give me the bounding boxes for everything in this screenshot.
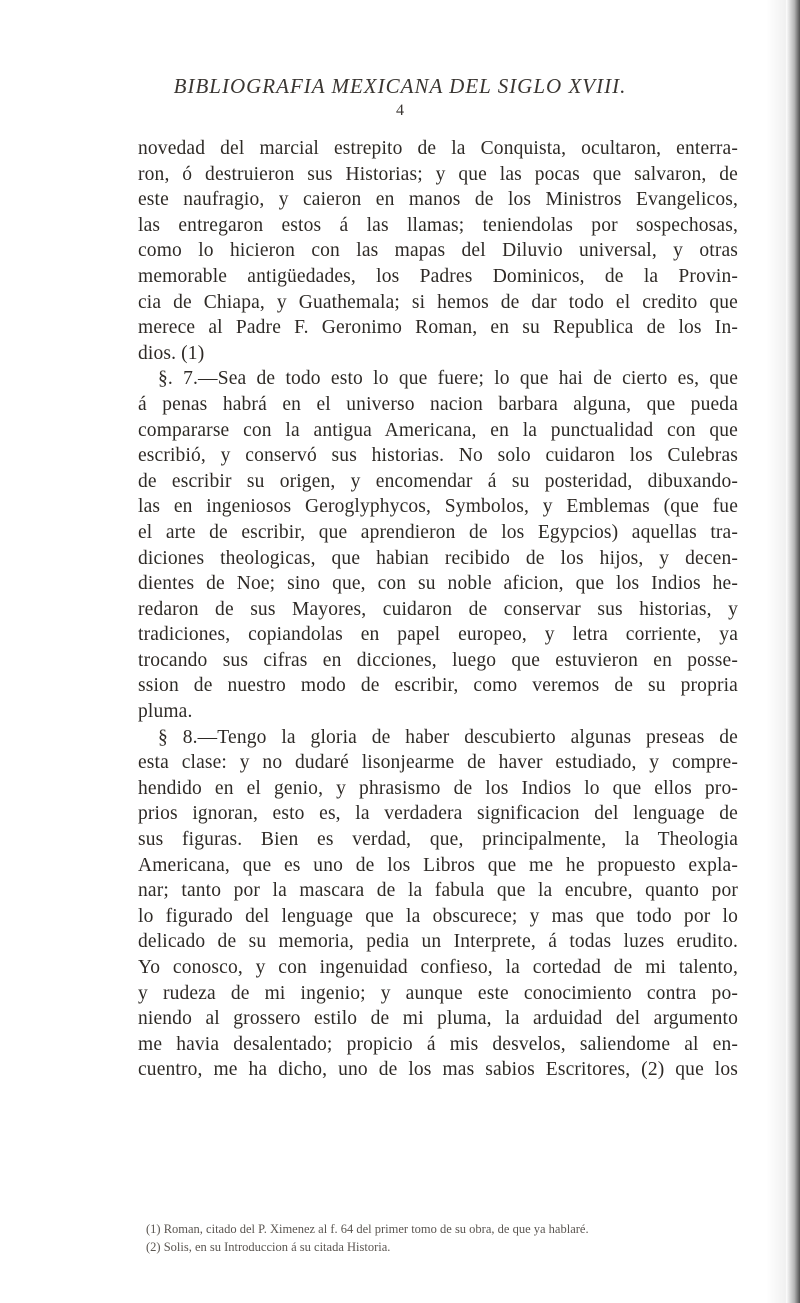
text-line: de escribir su origen, y encomendar á su posteridad, dibuxando- — [138, 470, 738, 492]
text-line: nar; tanto por la mascara de la fabula que la encubre, quanto por — [138, 880, 738, 902]
text-line: las entregaron estos á las llamas; teniendolas por sospechosas, — [138, 214, 738, 236]
text-line: compararse con la antigua Americana, en la punctualidad con que — [138, 419, 738, 441]
scan-shadow — [766, 0, 786, 1303]
footnote-1: (1) Roman, citado del P. Ximenez al f. 64 del primer tomo de su obra, de que ya hablaré. — [146, 1222, 589, 1236]
text-line: ron, ó destruieron sus Historias; y que las pocas que salvaron, de — [138, 163, 738, 185]
text-line: como lo hicieron con las mapas del Diluvio universal, y otras — [138, 240, 738, 262]
text-line: Yo conosco, y con ingenuidad confieso, la cortedad de mi talento, — [138, 957, 738, 978]
text-line: el arte de escribir, que aprendieron de los Egypcios) aquellas tra- — [138, 521, 738, 543]
text-line: trocando sus cifras en dicciones, luego que estuvieron en posse- — [138, 649, 738, 671]
text-line: esta clase: y no dudaré lisonjearme de haver estudiado, y compre- — [138, 752, 738, 774]
text-line: escribió, y conservó sus historias. No solo cuidaron los Culebras — [138, 445, 738, 467]
text-line: las en ingeniosos Geroglyphycos, Symbolos, y Emblemas (que fue — [138, 496, 738, 518]
section-7-start: §. 7.—Sea de todo esto lo que fuere; lo que hai de cierto es, que — [158, 368, 738, 390]
text-line: ssion de nuestro modo de escribir, como veremos de su propria — [138, 675, 738, 697]
footnotes — [146, 1220, 746, 1256]
text-line: y rudeza de mi ingenio; y aunque este conocimiento contra po- — [138, 982, 738, 1004]
text-line: niendo al grossero estilo de mi pluma, la arduidad del argumento — [138, 1008, 738, 1030]
text-line: dientes de Noe; sino que, con su noble aficion, que los Indios he- — [138, 573, 738, 595]
text-line: sus figuras. Bien es verdad, que, principalmente, la Theologia — [138, 829, 738, 851]
section-8-start: § 8.—Tengo la gloria de haber descubierto algunas preseas de — [158, 726, 738, 748]
text-line: este naufragio, y caieron en manos de los Ministros Evangelicos, — [138, 189, 738, 211]
page-edge-shadow — [786, 0, 800, 1303]
text-line: diciones theologicas, que habian recibido de los hijos, y decen- — [138, 547, 738, 569]
text-line: me havia desalentado; propicio á mis desvelos, saliendome al en- — [138, 1033, 738, 1055]
page-number: 4 — [396, 102, 404, 119]
body-text — [138, 136, 738, 1083]
running-head: BIBLIOGRAFIA MEXICANA DEL SIGLO XVIII. — [173, 74, 627, 98]
text-line: merece al Padre F. Geronimo Roman, en su Republica de los In- — [138, 317, 738, 339]
text-line: cuentro, me ha dicho, uno de los mas sabios Escritores, (2) que los — [138, 1059, 738, 1081]
text-line: hendido en el genio, y phrasismo de los Indios lo que ellos pro- — [138, 777, 738, 799]
text-line: Americana, que es uno de los Libros que me he propuesto expla- — [138, 854, 738, 876]
text-line: pluma. — [138, 701, 193, 723]
text-line: lo figurado del lenguage que la obscurece; y mas que todo por lo — [138, 905, 738, 927]
text-line: novedad del marcial estrepito de la Conquista, ocultaron, enterra- — [138, 138, 738, 159]
text-line: redaron de sus Mayores, cuidaron de conservar sus historias, y — [138, 598, 738, 620]
text-line: prios ignoran, esto es, la verdadera significacion del lenguage de — [138, 803, 738, 825]
text-line: delicado de su memoria, pedia un Interprete, á todas luzes erudito. — [138, 931, 738, 953]
text-line: tradiciones, copiandolas en papel europeo, y letra corriente, ya — [138, 624, 738, 646]
text-line: á penas habrá en el universo nacion barbara alguna, que pueda — [138, 393, 738, 415]
text-line: dios. (1) — [138, 342, 205, 364]
footnote-2: (2) Solis, en su Introduccion á su citada Historia. — [146, 1240, 391, 1254]
text-line: memorable antigüedades, los Padres Dominicos, de la Provin- — [138, 265, 738, 287]
text-line: cia de Chiapa, y Guathemala; si hemos de dar todo el credito que — [138, 291, 738, 313]
